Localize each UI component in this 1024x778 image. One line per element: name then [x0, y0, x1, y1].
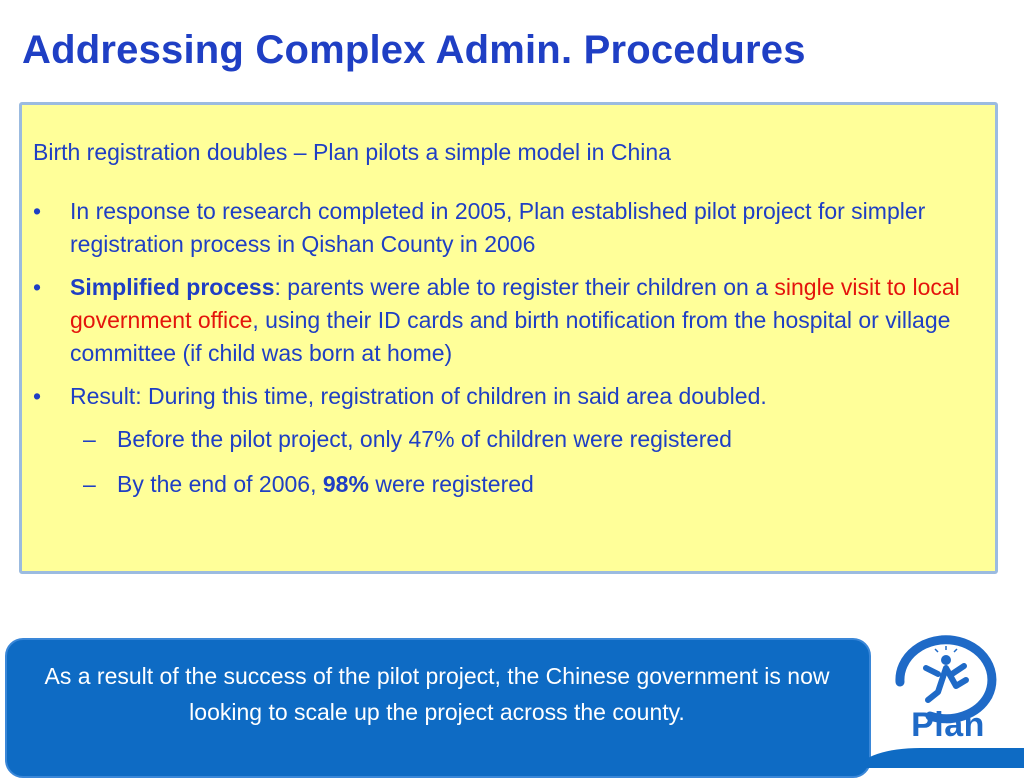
sub-text: Before the pilot project, only 47% of children were registered: [117, 426, 732, 452]
sub-bold-text: 98%: [322, 471, 369, 497]
sub-text: were registered: [368, 471, 534, 497]
bullet-marker: •: [33, 383, 42, 409]
bullet-item-3: [22, 380, 992, 413]
bullet-text: In response to research completed in 2005, Plan established pilot project for simpler registration process in Qishan County in 2006: [70, 198, 926, 257]
bullet-bold-text: Simplified process: [70, 274, 275, 300]
callout-text: As a result of the success of the pilot project, the Chinese government is now looking to scale up the project across the county.: [44, 663, 830, 725]
sub-text: By the end of 2006,: [117, 471, 323, 497]
bullet-marker: •: [33, 274, 42, 300]
slide-title: Addressing Complex Admin. Procedures: [22, 28, 806, 72]
content-box: [19, 102, 998, 574]
logo-wordmark: Plan: [911, 706, 985, 744]
intro-text: Birth registration doubles – Plan pilots a simple model in China: [33, 139, 671, 165]
sub-marker: –: [83, 471, 96, 497]
callout-box: [5, 638, 871, 778]
sub-marker: –: [83, 426, 96, 452]
bullet-list: [22, 195, 992, 513]
bullet-item-2: [22, 271, 992, 370]
bullet-text: Result: During this time, registration of children in said area doubled.: [70, 383, 767, 409]
bullet-item-1: [22, 195, 992, 261]
sub-item-1: [22, 423, 992, 456]
sub-item-2: [22, 468, 992, 501]
bullet-highlight-text: single visit to local government office: [70, 274, 960, 333]
bullet-text: , using their ID cards and birth notification from the hospital or village committee (if child was born at home): [70, 307, 951, 366]
corner-swoosh: [860, 748, 1024, 768]
bullet-marker: •: [33, 198, 42, 224]
bullet-text: : parents were able to register their children on a: [274, 274, 775, 300]
